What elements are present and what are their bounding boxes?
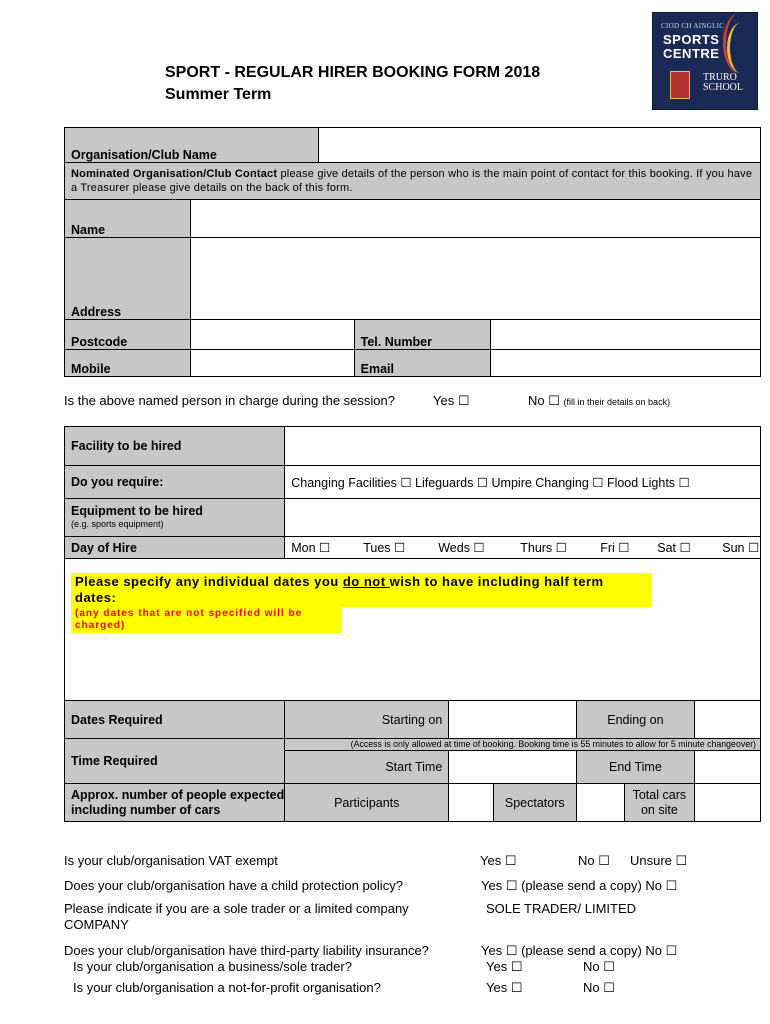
vat-no-checkbox[interactable]: No ☐ bbox=[578, 853, 610, 868]
form-title bbox=[165, 62, 540, 106]
address-label: Address bbox=[65, 238, 191, 320]
day-checkbox-fri[interactable]: Fri ☐ bbox=[600, 540, 630, 555]
email-label: Email bbox=[354, 350, 491, 377]
nominated-contact-note bbox=[65, 163, 761, 200]
ending-on-label: Ending on bbox=[576, 701, 695, 739]
excluded-dates-prompt bbox=[71, 573, 651, 633]
in-charge-no-checkbox[interactable] bbox=[528, 393, 670, 409]
prompt-text-b: wish to have including half term bbox=[389, 574, 604, 589]
org-name-label: Organisation/Club Name bbox=[65, 128, 319, 163]
business-yes-checkbox[interactable]: Yes ☐ bbox=[486, 959, 523, 974]
in-charge-no-label: No ☐ bbox=[528, 393, 560, 408]
prompt-text-a: Please specify any individual dates you bbox=[75, 574, 343, 589]
day-checkbox-thurs[interactable]: Thurs ☐ bbox=[520, 540, 567, 555]
business-question: Is your club/organisation a business/sole trader? bbox=[73, 959, 352, 974]
equipment-label: Equipment to be hired bbox=[71, 503, 203, 518]
end-time-label: End Time bbox=[576, 751, 695, 784]
logo-school-name bbox=[703, 73, 743, 93]
day-label: Day of Hire bbox=[65, 537, 285, 559]
logo-small-text: CIOD CH AINGLIC bbox=[661, 22, 725, 30]
logo-swoosh-yellow bbox=[727, 23, 754, 73]
people-label-line-1: Approx. number of people expected bbox=[71, 787, 285, 802]
dates-required-label: Dates Required bbox=[65, 701, 285, 739]
access-note: (Access is only allowed at time of booking. Booking time is 55 minutes to allow for 5 minute changeover) bbox=[285, 739, 761, 751]
insurance-question: Does your club/organisation have third-party liability insurance? bbox=[64, 943, 429, 958]
logo-wordmark bbox=[663, 33, 719, 61]
excluded-dates-prompt-line1 bbox=[71, 573, 651, 607]
nfp-no-checkbox[interactable]: No ☐ bbox=[583, 980, 615, 995]
day-options bbox=[285, 537, 761, 559]
trader-answer[interactable]: SOLE TRADER/ LIMITED bbox=[486, 901, 637, 916]
equipment-note: (e.g. sports equipment) bbox=[71, 518, 164, 529]
ending-on-field[interactable] bbox=[695, 701, 761, 739]
org-name-field[interactable] bbox=[318, 128, 760, 163]
trader-question bbox=[64, 901, 409, 933]
business-no-checkbox[interactable]: No ☐ bbox=[583, 959, 615, 974]
tel-label: Tel. Number bbox=[354, 320, 491, 350]
school-crest-icon bbox=[670, 71, 690, 99]
child-protection-question: Does your club/organisation have a child protection policy? bbox=[64, 878, 403, 893]
sports-centre-logo bbox=[652, 12, 758, 110]
day-checkbox-sat[interactable]: Sat ☐ bbox=[657, 540, 691, 555]
vat-question: Is your club/organisation VAT exempt bbox=[64, 853, 278, 868]
cars-field[interactable] bbox=[695, 784, 761, 822]
day-checkbox-tues[interactable]: Tues ☐ bbox=[363, 540, 406, 555]
excluded-dates-warning bbox=[71, 607, 341, 633]
prompt-text-underlined: do not bbox=[342, 574, 390, 589]
postcode-field[interactable] bbox=[190, 320, 354, 350]
mobile-field[interactable] bbox=[190, 350, 354, 377]
start-time-label: Start Time bbox=[285, 751, 449, 784]
tel-field[interactable] bbox=[491, 320, 761, 350]
contact-table bbox=[64, 127, 761, 377]
require-label: Do you require: bbox=[65, 466, 285, 499]
cars-label-line-2: on site bbox=[640, 802, 678, 817]
logo-school-line-2: SCHOOL bbox=[703, 82, 744, 93]
mobile-label: Mobile bbox=[65, 350, 191, 377]
booking-table bbox=[64, 426, 761, 822]
vat-yes-checkbox[interactable]: Yes ☐ bbox=[480, 853, 517, 868]
logo-line-1: SPORTS bbox=[663, 32, 720, 47]
facility-field[interactable] bbox=[285, 427, 761, 466]
equipment-field[interactable] bbox=[285, 499, 761, 537]
nominated-contact-heading: Nominated Organisation/Club Contact bbox=[71, 168, 278, 180]
email-field[interactable] bbox=[491, 350, 761, 377]
title-line-2: Summer Term bbox=[165, 86, 272, 103]
people-label-line-2: including number of cars bbox=[71, 802, 221, 817]
day-checkbox-sun[interactable]: Sun ☐ bbox=[722, 540, 760, 555]
require-options[interactable]: Changing Facilities ☐ Lifeguards ☐ Umpire Changing ☐ Flood Lights ☐ bbox=[285, 466, 761, 499]
in-charge-yes-checkbox[interactable]: Yes ☐ bbox=[433, 393, 470, 408]
trader-question-line-1: Please indicate if you are a sole trader or a limited company bbox=[64, 901, 409, 916]
day-checkbox-weds[interactable]: Weds ☐ bbox=[438, 540, 485, 555]
facility-label: Facility to be hired bbox=[65, 427, 285, 466]
in-charge-question: Is the above named person in charge during the session? bbox=[64, 393, 395, 408]
name-field[interactable] bbox=[190, 200, 760, 238]
trader-question-line-2: COMPANY bbox=[64, 917, 129, 932]
logo-line-2: CENTRE bbox=[663, 46, 720, 61]
logo-school-line-1: TRURO bbox=[703, 72, 737, 83]
time-required-label: Time Required bbox=[65, 739, 285, 784]
day-checkbox-mon[interactable]: Mon ☐ bbox=[291, 540, 331, 555]
in-charge-no-note: (fill in their details on back) bbox=[563, 397, 671, 407]
nfp-yes-checkbox[interactable]: Yes ☐ bbox=[486, 980, 523, 995]
warning-line-2: charged) bbox=[75, 620, 126, 631]
participants-field[interactable] bbox=[449, 784, 494, 822]
address-field[interactable] bbox=[190, 238, 760, 320]
starting-on-label: Starting on bbox=[285, 701, 449, 739]
cars-label bbox=[624, 784, 695, 822]
start-time-field[interactable] bbox=[449, 751, 576, 784]
vat-unsure-checkbox[interactable]: Unsure ☐ bbox=[630, 853, 688, 868]
child-protection-answer[interactable]: Yes ☐ (please send a copy) No ☐ bbox=[481, 878, 678, 893]
excluded-dates-field[interactable] bbox=[65, 559, 761, 701]
people-label bbox=[65, 784, 285, 822]
participants-label: Participants bbox=[285, 784, 449, 822]
end-time-field[interactable] bbox=[695, 751, 761, 784]
spectators-field[interactable] bbox=[576, 784, 624, 822]
name-label: Name bbox=[65, 200, 191, 238]
title-line-1: SPORT - REGULAR HIRER BOOKING FORM 2018 bbox=[165, 64, 541, 81]
postcode-label: Postcode bbox=[65, 320, 191, 350]
spectators-label: Spectators bbox=[493, 784, 576, 822]
nominated-contact-text: please give details of the person who is the main point of contact for this booking. If you have a Treasurer please give details on the back of this form. bbox=[71, 168, 753, 194]
insurance-answer[interactable]: Yes ☐ (please send a copy) No ☐ bbox=[481, 943, 678, 958]
nfp-question: Is your club/organisation a not-for-profit organisation? bbox=[73, 980, 381, 995]
cars-label-line-1: Total cars bbox=[632, 787, 687, 802]
equipment-label-cell bbox=[65, 499, 285, 537]
starting-on-field[interactable] bbox=[449, 701, 576, 739]
prompt-text-c: dates: bbox=[75, 590, 117, 605]
warning-line-1: (any dates that are not specified will be bbox=[75, 608, 303, 619]
